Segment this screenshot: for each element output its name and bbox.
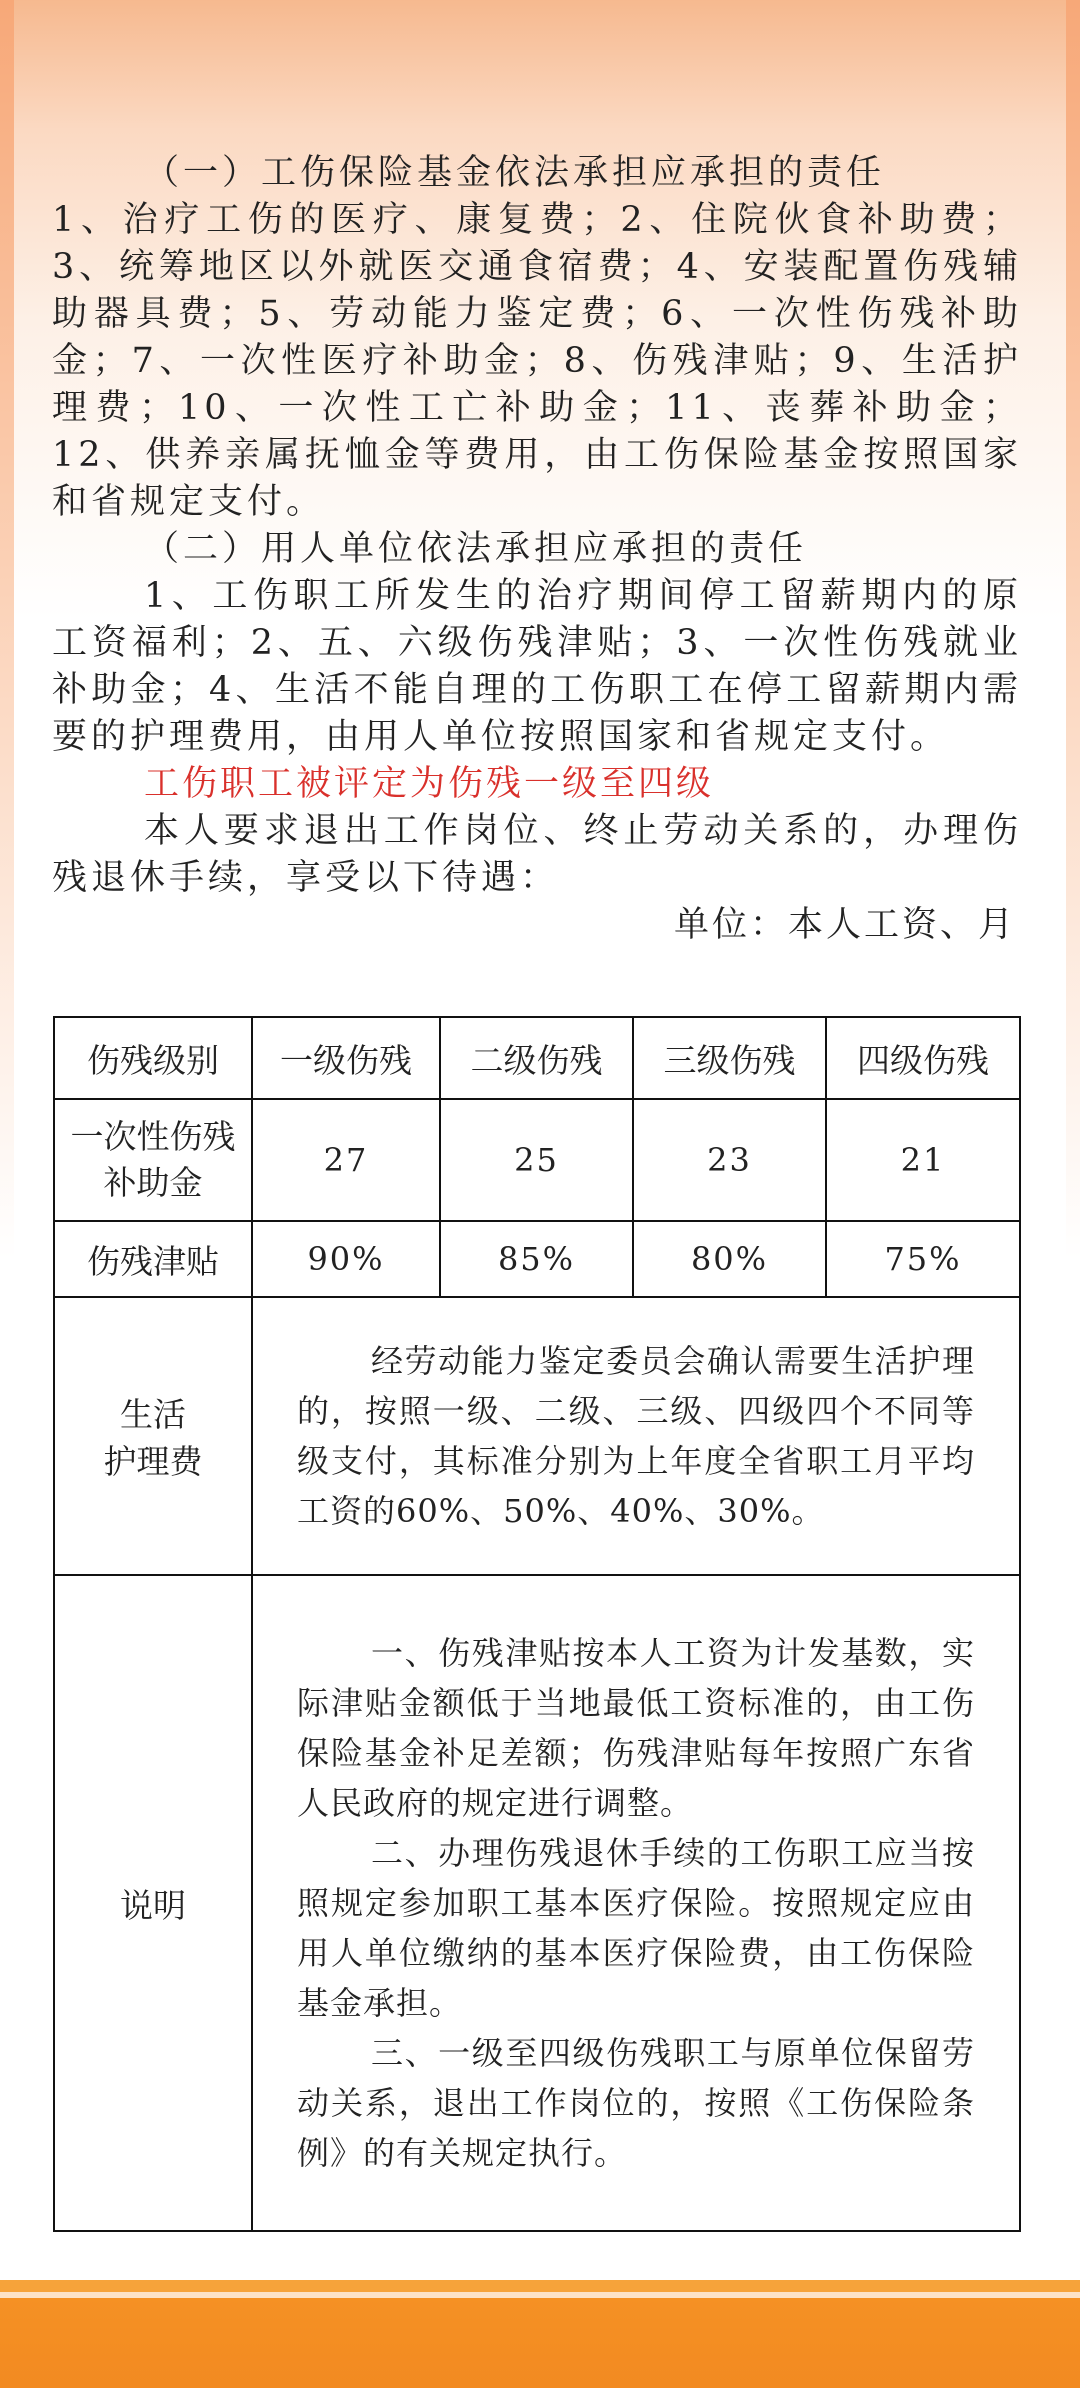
bottom-stripe-yellow [0,2280,1080,2292]
notes-label: 说明 [54,1575,252,2231]
allowance-grade2: 85% [440,1221,633,1297]
header-cell-grade1: 一级伤残 [252,1017,440,1099]
section2-heading: （二）用人单位依法承担应承担的责任 [144,529,808,569]
care-text: 经劳动能力鉴定委员会确认需要生活护理的，按照一级、二级、三级、四级四个不同等级支付，其标准分别为上年度全省职工月平均工资的60%、50%、40%、30%。 [297,1342,975,1530]
subsidy-label-line2: 补助金 [103,1163,203,1202]
subsidy-label-line1: 一次性伤残 [70,1117,236,1156]
header-cell-grade2: 二级伤残 [440,1017,633,1099]
table-row-notes [54,1575,1020,2231]
section3-heading: 工伤职工被评定为伤残一级至四级 [144,764,715,804]
subsidy-grade4: 21 [826,1099,1020,1221]
care-label [54,1297,252,1575]
table-row-allowance [54,1221,1020,1297]
notes-paragraph-3: 三、一级至四级伤残职工与原单位保留劳动关系，退出工作岗位的，按照《工伤保险条例》的有关规定执行。 [297,2034,975,2172]
allowance-grade3: 80% [633,1221,826,1297]
unit-label: 单位：本人工资、月 [673,905,1016,945]
disability-benefits-table [53,1016,1021,2232]
document-body [52,150,1022,949]
header-cell-grade3: 三级伤残 [633,1017,826,1099]
allowance-grade4: 75% [826,1221,1020,1297]
care-label-line2: 护理费 [103,1442,203,1481]
care-description [252,1297,1020,1575]
subsidy-label [54,1099,252,1221]
subsidy-grade2: 25 [440,1099,633,1221]
notes-paragraph-1: 一、伤残津贴按本人工资为计发基数，实际津贴金额低于当地最低工资标准的，由工伤保险基金补足差额；伤残津贴每年按照广东省人民政府的规定进行调整。 [297,1634,975,1822]
right-gradient-edge [1066,0,1080,2290]
header-cell-level: 伤残级别 [54,1017,252,1099]
section1-heading: （一）工伤保险基金依法承担应承担的责任 [144,153,886,193]
table-row-care [54,1297,1020,1575]
subsidy-grade3: 23 [633,1099,826,1221]
table-row-subsidy [54,1099,1020,1221]
header-cell-grade4: 四级伤残 [826,1017,1020,1099]
table-header-row [54,1017,1020,1099]
allowance-grade1: 90% [252,1221,440,1297]
section1-body: 1、治疗工伤的医疗、康复费；2、住院伙食补助费；3、统筹地区以外就医交通食宿费；4、安装配置伤残辅助器具费；5、劳动能力鉴定费；6、一次性伤残补助金；7、一次性医疗补助金；8、伤残津贴；9、生活护理费；10、一次性工亡补助金；11、丧葬补助金；12、供养亲属抚恤金等费用，由工伤保险基金按照国家和省规定支付。 [52,200,1022,522]
bottom-orange-band [0,2298,1080,2388]
notes-paragraph-2: 二、办理伤残退休手续的工伤职工应当按照规定参加职工基本医疗保险。按照规定应由用人单位缴纳的基本医疗保险费，由工伤保险基金承担。 [297,1834,975,2022]
section3-body: 本人要求退出工作岗位、终止劳动关系的，办理伤残退休手续，享受以下待遇： [52,811,1022,898]
notes-description [252,1575,1020,2231]
allowance-label: 伤残津贴 [54,1221,252,1297]
care-label-line1: 生活 [120,1395,186,1434]
subsidy-grade1: 27 [252,1099,440,1221]
left-gradient-edge [0,0,14,2290]
section2-body: 1、工伤职工所发生的治疗期间停工留薪期内的原工资福利；2、五、六级伤残津贴；3、一次性伤残就业补助金；4、生活不能自理的工伤职工在停工留薪期内需要的护理费用，由用人单位按照国家和省规定支付。 [52,576,1022,757]
